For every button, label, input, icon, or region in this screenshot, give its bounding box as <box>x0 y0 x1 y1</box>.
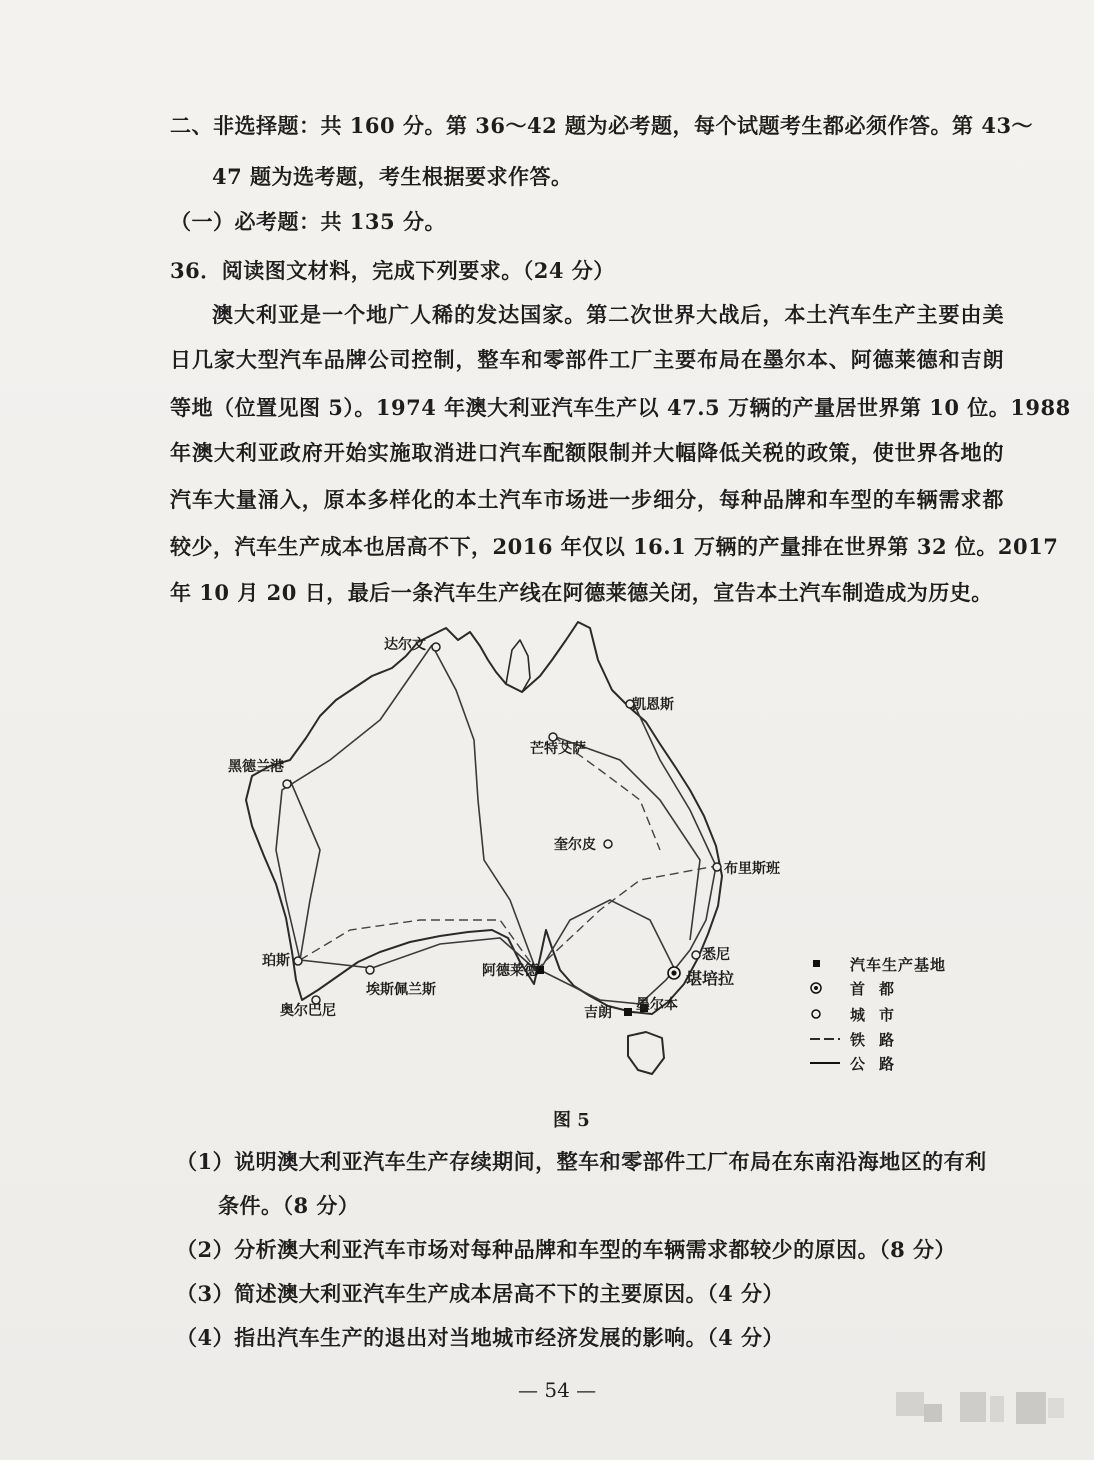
section-heading-line-1: 二、非选择题：共 160 分。第 36～42 题为必考题，每个试题考生都必须作答。第 43～ <box>170 113 1034 138</box>
question-stem: 36．阅读图文材料，完成下列要求。（24 分） <box>170 258 615 283</box>
city-marker-port-hedland <box>283 780 291 788</box>
section-heading-line-2: 47 题为选考题，考生根据要求作答。 <box>212 164 573 189</box>
legend-label: 汽车生产基地 <box>850 956 947 974</box>
passage-line: 年澳大利亚政府开始实施取消进口汽车配额限制并大幅降低关税的政策，使世界各地的 <box>170 440 1004 465</box>
label-darwin: 达尔文 <box>384 637 426 653</box>
circle-icon <box>810 1004 840 1024</box>
label-melbourne: 墨尔本 <box>636 997 678 1013</box>
label-esperance: 埃斯佩兰斯 <box>366 982 436 998</box>
capital-icon <box>810 978 840 998</box>
solid-line-icon <box>810 1053 840 1073</box>
passage-line: 澳大利亚是一个地广人稀的发达国家。第二次世界大战后，本土汽车生产主要由美 <box>212 302 1004 327</box>
city-marker-perth <box>294 957 302 965</box>
gulf-outline <box>506 640 530 692</box>
base-marker-geelong <box>624 1008 632 1016</box>
mainland-coastline <box>246 622 722 1014</box>
subsection-heading: （一）必考题：共 135 分。 <box>170 209 446 234</box>
legend-label: 城市 <box>850 1006 909 1024</box>
sub-question-1-line-1: （1）说明澳大利亚汽车生产存续期间，整车和零部件工厂布局在东南沿海地区的有利 <box>176 1149 987 1174</box>
label-port-hedland: 黑德兰港 <box>228 759 284 775</box>
label-canberra: 堪培拉 <box>686 969 735 988</box>
page-number: — 54 — <box>518 1378 597 1402</box>
capital-marker-canberra <box>668 967 680 979</box>
passage-line: 汽车大量涌入，原本多样化的本土汽车市场进一步细分，每种品牌和车型的车辆需求都 <box>170 487 1004 512</box>
railway-2 <box>536 866 716 970</box>
label-geelong: 吉朗 <box>584 1005 612 1021</box>
label-adelaide: 阿德莱德 <box>482 963 538 979</box>
tasmania <box>628 1032 664 1074</box>
passage-line: 日几家大型汽车品牌公司控制，整车和零部件工厂主要布局在墨尔本、阿德莱德和吉朗 <box>170 347 1004 372</box>
passage-line: 较少，汽车生产成本也居高不下，2016 年仅以 16.1 万辆的产量排在世界第 32 位。2017 <box>170 534 1059 559</box>
sub-question-4: （4）指出汽车生产的退出对当地城市经济发展的影响。（4 分） <box>176 1325 785 1350</box>
label-albany: 奥尔巴尼 <box>280 1003 336 1019</box>
sub-question-1-line-2: 条件。（8 分） <box>218 1193 360 1218</box>
dashed-line-icon <box>810 1029 840 1049</box>
sub-question-2: （2）分析澳大利亚汽车市场对每种品牌和车型的车辆需求都较少的原因。（8 分） <box>176 1237 957 1262</box>
road-south-inland <box>540 900 676 972</box>
figure-caption: 图 5 <box>553 1110 590 1131</box>
city-marker-brisbane <box>713 863 721 871</box>
sub-question-3: （3）简述澳大利亚汽车生产成本居高不下的主要原因。（4 分） <box>176 1281 785 1306</box>
australia-map <box>225 615 785 1095</box>
city-marker-esperance <box>366 966 374 974</box>
label-brisbane: 布里斯班 <box>724 861 780 877</box>
city-marker-sydney <box>692 951 700 959</box>
passage-line: 等地（位置见图 5）。1974 年澳大利亚汽车生产以 47.5 万辆的产量居世界第 10 位。1988 <box>170 395 1071 420</box>
label-quilpie: 奎尔皮 <box>554 837 596 853</box>
legend-label: 公路 <box>850 1055 909 1073</box>
square-icon <box>810 954 840 974</box>
legend-label: 铁路 <box>850 1031 909 1049</box>
label-mount-isa: 芒特艾萨 <box>530 741 586 757</box>
city-marker-quilpie <box>604 840 612 848</box>
city-marker-darwin <box>432 643 440 651</box>
label-perth: 珀斯 <box>262 953 290 969</box>
label-cairns: 凯恩斯 <box>632 697 674 713</box>
label-sydney: 悉尼 <box>702 947 730 963</box>
road-north-south <box>432 645 536 970</box>
passage-line: 年 10 月 20 日，最后一条汽车生产线在阿德莱德关闭，宣告本土汽车制造成为历史。 <box>170 580 993 605</box>
legend-label: 首都 <box>850 980 909 998</box>
